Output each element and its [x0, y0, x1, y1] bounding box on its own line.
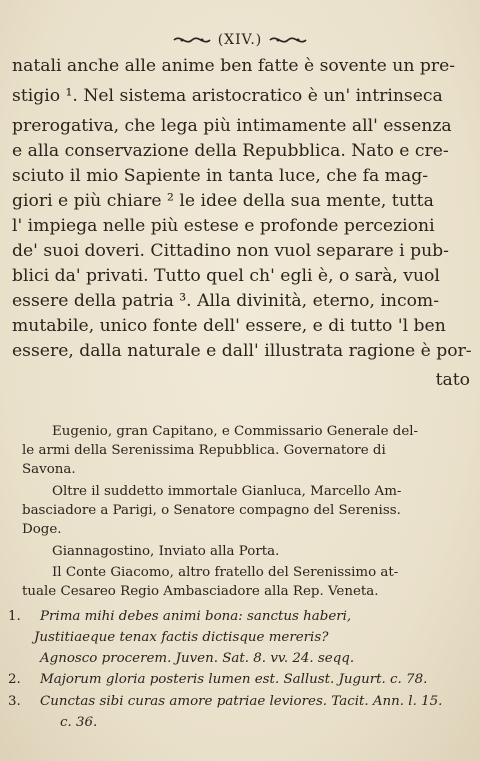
footnote-text: Agnosco procerem. Juven. Sat. 8. vv. 24. seqq. — [40, 651, 355, 666]
note-line: Giannagostino, Inviato alla Porta. — [52, 544, 280, 559]
footnote-number: 2. — [8, 672, 21, 687]
body-line: de' suoi doveri. Cittadino non vuol separare i pub- — [12, 241, 449, 261]
body-line: giori e più chiare ² le idee della sua mente, tutta — [12, 191, 434, 211]
note-line: le armi della Serenissima Repubblica. Governatore di — [22, 443, 386, 458]
body-line: prerogativa, che lega più intimamente all' essenza — [12, 116, 452, 136]
right-ornament-icon — [268, 34, 308, 46]
footnote-number: 3. — [8, 694, 21, 709]
note-line: Eugenio, gran Capitano, e Commissario Generale del- — [52, 424, 419, 439]
catchword: tato — [435, 370, 470, 390]
note-line: Il Conte Giacomo, altro fratello del Serenissimo at- — [52, 565, 399, 580]
body-line: l' impiega nelle più estese e profonde percezioni — [12, 216, 435, 236]
body-line: sciuto il mio Sapiente in tanta luce, che fa mag- — [12, 166, 429, 186]
footnote-text: c. 36. — [60, 715, 98, 730]
note-line: Savona. — [22, 462, 76, 477]
footnote-text: Cunctas sibi curas amore patriae leviores. Tacit. Ann. l. 15. — [40, 694, 443, 709]
footnote-line — [8, 607, 470, 627]
body-line: e alla conservazione della Repubblica. Nato e cre- — [12, 141, 449, 161]
page-header — [0, 32, 480, 48]
note-line: Oltre il suddetto immortale Gianluca, Marcello Am- — [52, 484, 402, 499]
note-line: Doge. — [22, 522, 62, 537]
footnote-text: Majorum gloria posteris lumen est. Sallust. Jugurt. c. 78. — [40, 672, 428, 687]
page-number: (XIV.) — [217, 32, 263, 48]
footnote-number: 1. — [8, 609, 21, 624]
footnote-text: Justitiaeque tenax factis dictisque mereris? — [34, 630, 329, 645]
body-line: natali anche alle anime ben fatte è sovente un pre- — [12, 56, 456, 76]
footnote-line — [34, 628, 464, 648]
footnote-text: Prima mihi debes animi bona: sanctus haberi, — [40, 609, 352, 624]
left-ornament-icon — [172, 34, 212, 46]
body-line: mutabile, unico fonte dell' essere, e di tutto 'l ben — [12, 316, 446, 336]
footnote-line — [60, 713, 480, 733]
footnote-line — [8, 670, 470, 690]
footnote-line — [40, 649, 470, 669]
footnote-line — [8, 692, 470, 712]
body-line: essere della patria ³. Alla divinità, eterno, incom- — [12, 291, 440, 311]
body-line: essere, dalla naturale e dall' illustrata ragione è por- — [12, 341, 472, 361]
note-line: tuale Cesareo Regio Ambasciadore alla Rep. Veneta. — [22, 584, 379, 599]
body-line: stigio ¹. Nel sistema aristocratico è un' intrinseca — [12, 86, 443, 106]
note-line: basciadore a Parigi, o Senatore compagno del Sereniss. — [22, 503, 401, 518]
body-line: blici da' privati. Tutto quel ch' egli è, o sarà, vuol — [12, 266, 440, 286]
